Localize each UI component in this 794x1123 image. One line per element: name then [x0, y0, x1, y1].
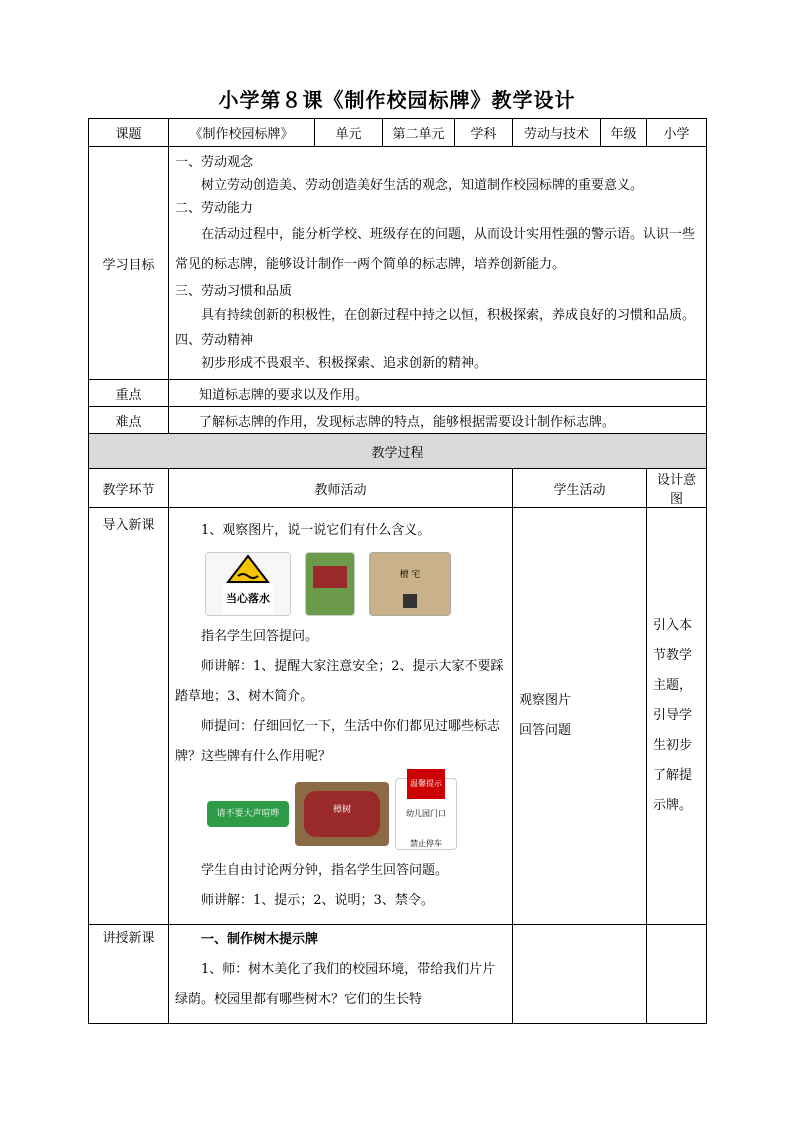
objective-text-2: 在活动过程中，能分析学校、班级存在的问题，从而设计实用性强的警示语。认识一些常见的标志牌，能够设计制作一两个简单的标志牌，培养创新能力。 — [175, 227, 696, 272]
intro-text-3: 师讲解：1、提醒大家注意安全；2、提示大家不要踩踏草地；3、树木简介。 — [175, 659, 504, 704]
key-point-value: 知道标志牌的要求以及作用。 — [169, 380, 707, 407]
lecture-text-1: 1、师：树木美化了我们的校园环境，带给我们片片绿荫。校园里都有哪些树木？它们的生长特 — [175, 962, 496, 1007]
intro-text-4: 师提问：仔细回忆一下，生活中你们都见过哪些标志牌？这些牌有什么作用呢？ — [175, 719, 501, 764]
lecture-stage: 讲授新课 — [89, 925, 169, 1024]
process-section-row — [89, 434, 707, 469]
col-student: 学生活动 — [513, 469, 647, 508]
grade-value: 小学 — [647, 119, 707, 147]
topic-label: 课题 — [89, 119, 169, 147]
intro-student-activity — [513, 508, 647, 925]
col-teacher: 教师活动 — [169, 469, 513, 508]
student-activity-2: 回答问题 — [519, 723, 572, 738]
intro-design-intent: 引入本节教学主题，引导学生初步了解提示牌。 — [647, 508, 707, 925]
process-header-row — [89, 469, 707, 508]
objective-heading-2: 二、劳动能力 — [175, 201, 254, 216]
camphor-sign-image — [295, 782, 389, 846]
difficulty-value: 了解标志牌的作用，发现标志牌的特点，能够根据需要设计制作标志牌。 — [169, 407, 707, 434]
process-section-title: 教学过程 — [89, 434, 707, 469]
lecture-row — [89, 925, 707, 1024]
intro-stage: 导入新课 — [89, 508, 169, 925]
grass-sign-image — [305, 552, 355, 616]
student-activity-1: 观察图片 — [519, 693, 572, 708]
no-parking-image — [395, 778, 457, 850]
warning-triangle-icon — [226, 554, 270, 584]
intro-teacher-activity — [169, 508, 513, 925]
objectives-row — [89, 147, 707, 380]
difficulty-label: 难点 — [89, 407, 169, 434]
objective-heading-1: 一、劳动观念 — [175, 155, 254, 170]
subject-label: 学科 — [455, 119, 513, 147]
quiet-sign-image — [207, 801, 289, 827]
tree-intro-image — [369, 552, 451, 616]
subject-value: 劳动与技术 — [513, 119, 601, 147]
key-point-row — [89, 380, 707, 407]
unit-label: 单元 — [315, 119, 383, 147]
lecture-heading: 一、制作树木提示牌 — [201, 932, 319, 947]
difficulty-row — [89, 407, 707, 434]
objective-heading-3: 三、劳动习惯和品质 — [175, 284, 293, 299]
water-warning-image — [205, 552, 291, 616]
topic-value: 《制作校园标牌》 — [169, 119, 315, 147]
objective-heading-4: 四、劳动精神 — [175, 333, 254, 348]
objective-text-3: 具有持续创新的积极性，在创新过程中持之以恒，积极探索，养成良好的习惯和品质。 — [201, 308, 696, 323]
image-row-2 — [207, 778, 506, 850]
lecture-student-activity — [513, 925, 647, 1024]
objectives-content — [169, 147, 707, 380]
intro-row — [89, 508, 707, 925]
lecture-teacher-activity — [169, 925, 513, 1024]
lesson-plan-table — [88, 118, 707, 1024]
qr-code-icon — [403, 594, 417, 608]
intro-text-5: 学生自由讨论两分钟，指名学生回答问题。 — [201, 863, 449, 878]
quiet-sign-text: 请不要大声喧哗 — [216, 809, 280, 819]
unit-value: 第二单元 — [383, 119, 455, 147]
intro-text-2: 指名学生回答提问。 — [201, 629, 319, 644]
intro-text-1: 1、观察图片，说一说它们有什么含义。 — [201, 523, 431, 538]
no-parking-line2: 禁止停车 — [410, 839, 442, 848]
page-title: 小学第８课《制作校园标牌》教学设计 — [218, 88, 576, 112]
col-intent: 设计意图 — [647, 469, 707, 508]
objective-text-1: 树立劳动创造美、劳动创造美好生活的观念，知道制作校园标牌的重要意义。 — [201, 178, 644, 193]
grade-label: 年级 — [601, 119, 647, 147]
header-row — [89, 119, 707, 147]
col-stage: 教学环节 — [89, 469, 169, 508]
water-warning-text: 当心落水 — [222, 584, 274, 614]
camphor-sign-board: 樟树 — [304, 791, 380, 837]
no-parking-header: 温馨提示 — [407, 769, 445, 799]
no-parking-line1: 幼儿园门口 — [406, 809, 446, 818]
tree-intro-text: 檀 宅 — [399, 570, 421, 580]
objective-text-4: 初步形成不畏艰辛、积极探索、追求创新的精神。 — [201, 356, 488, 371]
key-point-label: 重点 — [89, 380, 169, 407]
intro-text-6: 师讲解：1、提示；2、说明；3、禁令。 — [201, 893, 434, 908]
grass-sign-board — [313, 566, 347, 588]
objectives-label: 学习目标 — [89, 147, 169, 380]
image-row-1 — [205, 552, 506, 616]
lecture-design-intent — [647, 925, 707, 1024]
